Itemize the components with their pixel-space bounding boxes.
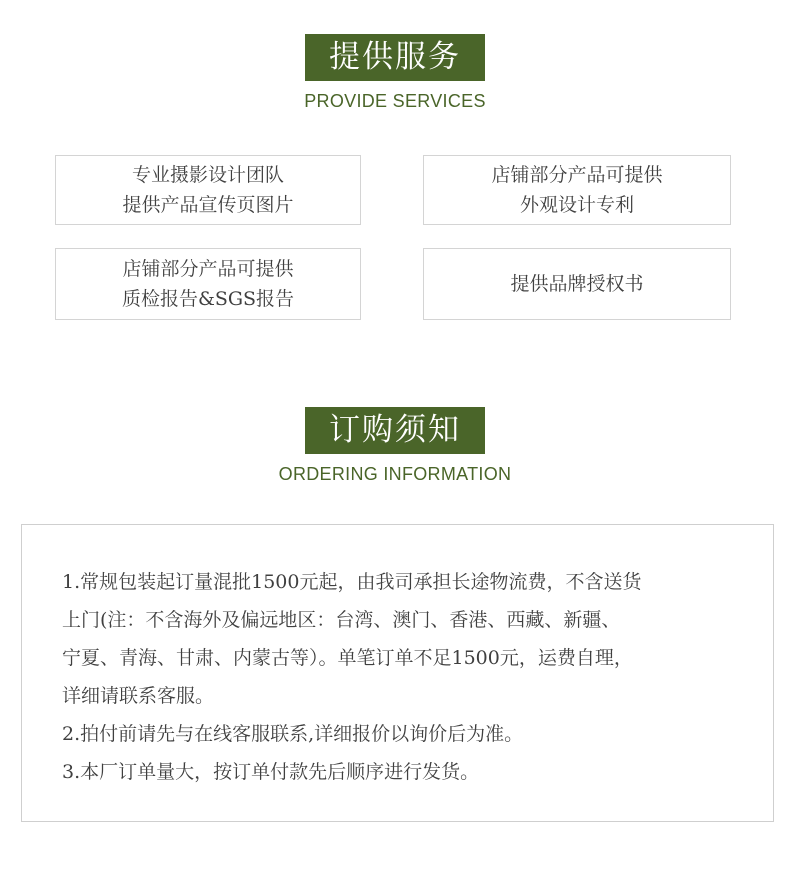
service-card-line: 店铺部分产品可提供 — [122, 258, 294, 280]
notice-line: 上门(注：不含海外及偏远地区：台湾、澳门、香港、西藏、新疆、 — [62, 609, 621, 631]
notice-line: 宁夏、青海、甘肃、内蒙古等）。单笔订单不足1500元，运费自理， — [62, 647, 633, 669]
notice-line: 3.本厂订单量大，按订单付款先后顺序进行发货。 — [62, 761, 480, 783]
service-card-design-patent — [423, 155, 731, 225]
service-card-line: 提供产品宣传页图片 — [122, 194, 294, 216]
notice-line: 详细请联系客服。 — [62, 685, 215, 707]
ordering-notice-text — [62, 563, 742, 791]
ordering-subtitle: ORDERING INFORMATION — [278, 464, 512, 484]
service-card-line: 质检报告&SGS报告 — [121, 288, 295, 310]
service-card-photography — [55, 155, 361, 225]
service-card-line: 外观设计专利 — [519, 194, 634, 216]
service-card-brand-authorization — [423, 248, 731, 320]
service-card-line: 专业摄影设计团队 — [131, 164, 284, 186]
ordering-header — [0, 407, 790, 485]
services-subtitle: PROVIDE SERVICES — [304, 91, 486, 111]
services-header — [0, 34, 790, 112]
notice-line: 2.拍付前请先与在线客服联系,详细报价以询价后为准。 — [62, 723, 524, 745]
service-card-quality-report — [55, 248, 361, 320]
service-card-line: 店铺部分产品可提供 — [491, 164, 663, 186]
ordering-title: 订购须知 — [305, 407, 485, 454]
service-card-line: 提供品牌授权书 — [510, 273, 644, 295]
ordering-notice-box — [21, 524, 774, 822]
services-title: 提供服务 — [305, 34, 485, 81]
notice-line: 1.常规包装起订量混批1500元起，由我司承担长途物流费，不含送货 — [62, 571, 642, 593]
